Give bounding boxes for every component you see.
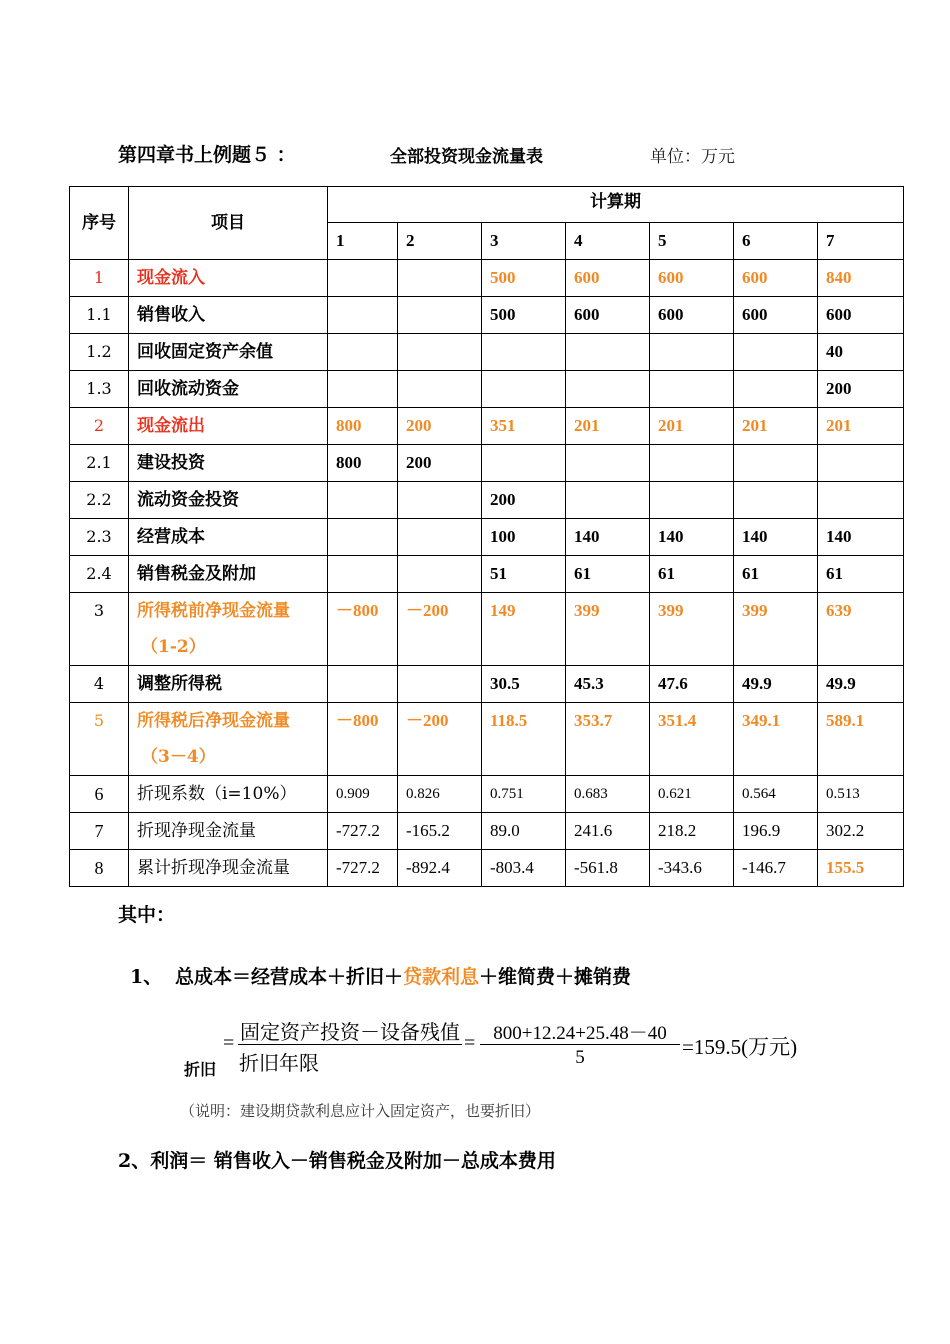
col-item-header: 项目 (129, 187, 328, 260)
note-1-part-a: 总成本＝经营成本＋折旧＋ (175, 966, 404, 988)
note-1-part-c: ＋维简费＋摊销费 (479, 966, 632, 988)
value-cell: -561.8 (566, 850, 650, 887)
value-cell (734, 371, 818, 408)
value-cell: 600 (734, 297, 818, 334)
value-cell (482, 445, 566, 482)
row-seq: 4 (70, 666, 129, 703)
value-cell: 600 (650, 297, 734, 334)
table-title: 全部投资现金流量表 (390, 147, 543, 167)
value-cell: 589.1 (818, 703, 904, 776)
table-row (70, 776, 904, 813)
row-item-label: 建设投资 (137, 453, 205, 473)
row-seq: 2 (70, 408, 129, 445)
value-cell: 201 (818, 408, 904, 445)
row-seq: 1.3 (70, 371, 129, 408)
value-cell: 600 (566, 297, 650, 334)
row-item-label: 折现系数（i=10%） (137, 784, 297, 804)
value-cell: 399 (734, 593, 818, 666)
value-cell: -343.6 (650, 850, 734, 887)
value-cell: 61 (818, 556, 904, 593)
value-cell: 155.5 (818, 850, 904, 887)
value-cell (398, 482, 482, 519)
value-cell: 49.9 (818, 666, 904, 703)
row-item (129, 371, 328, 408)
row-item (129, 666, 328, 703)
value-cell: 201 (566, 408, 650, 445)
explanation-note: （说明：建设期贷款利息应计入固定资产，也要折旧） (180, 1102, 541, 1120)
value-cell: 0.513 (818, 776, 904, 813)
value-cell: 800 (328, 408, 398, 445)
value-cell (398, 666, 482, 703)
row-item-label: 经营成本 (137, 527, 205, 547)
table-row (70, 556, 904, 593)
row-item (129, 850, 328, 887)
value-cell: 0.826 (398, 776, 482, 813)
value-cell: 353.7 (566, 703, 650, 776)
row-item-label: 回收固定资产余值 (137, 342, 273, 362)
value-cell: 351 (482, 408, 566, 445)
row-seq: 3 (70, 593, 129, 666)
row-item (129, 813, 328, 850)
table-row (70, 260, 904, 297)
fraction-1-line (238, 1044, 462, 1045)
row-seq: 2.1 (70, 445, 129, 482)
row-item (129, 260, 328, 297)
value-cell (398, 297, 482, 334)
table-row (70, 408, 904, 445)
value-cell (482, 371, 566, 408)
row-item-label: 现金流入 (137, 268, 205, 288)
value-cell (818, 445, 904, 482)
fraction-1-numerator: 固定资产投资－设备残值 (240, 1022, 460, 1044)
row-item-label: 销售收入 (137, 305, 205, 325)
value-cell: 200 (398, 445, 482, 482)
value-cell: 800 (328, 445, 398, 482)
value-cell (650, 334, 734, 371)
value-cell: 0.564 (734, 776, 818, 813)
table-row (70, 703, 904, 776)
value-cell: 500 (482, 297, 566, 334)
row-seq: 1 (70, 260, 129, 297)
among-label: 其中： (118, 904, 176, 926)
value-cell: 302.2 (818, 813, 904, 850)
header-row (70, 187, 904, 223)
row-seq: 1.2 (70, 334, 129, 371)
value-cell: 351.4 (650, 703, 734, 776)
value-cell: 600 (734, 260, 818, 297)
value-cell: 349.1 (734, 703, 818, 776)
note-2-formula: 2、利润＝ 销售收入－销售税金及附加－总成本费用 (118, 1150, 556, 1172)
value-cell (482, 334, 566, 371)
depreciation-label: 折旧 (184, 1060, 217, 1079)
row-item (129, 297, 328, 334)
row-seq: 2.3 (70, 519, 129, 556)
row-item-sublabel: （3－4） (141, 747, 216, 767)
value-cell (650, 445, 734, 482)
period-cell: 7 (818, 223, 904, 260)
table-row (70, 445, 904, 482)
row-item-label: 累计折现净现金流量 (137, 858, 290, 878)
period-cell: 2 (398, 223, 482, 260)
value-cell: 140 (566, 519, 650, 556)
value-cell (734, 482, 818, 519)
fraction-1-denominator: 折旧年限 (239, 1053, 319, 1075)
value-cell: －800 (328, 593, 398, 666)
value-cell: 47.6 (650, 666, 734, 703)
value-cell (398, 556, 482, 593)
table-row (70, 850, 904, 887)
table-row (70, 593, 904, 666)
row-item-label: 所得税后净现金流量 (137, 711, 290, 731)
row-seq: 6 (70, 776, 129, 813)
value-cell: 600 (650, 260, 734, 297)
value-cell: －800 (328, 703, 398, 776)
row-seq: 2.2 (70, 482, 129, 519)
value-cell: -165.2 (398, 813, 482, 850)
row-item-label: 销售税金及附加 (137, 564, 256, 584)
note-1-part-b: 贷款利息 (403, 966, 480, 988)
row-item-label: 现金流出 (137, 416, 205, 436)
value-cell (734, 334, 818, 371)
row-seq: 5 (70, 703, 129, 776)
value-cell: 399 (650, 593, 734, 666)
value-cell: 0.621 (650, 776, 734, 813)
value-cell (566, 334, 650, 371)
row-item-sublabel: （1-2） (141, 637, 206, 657)
table-row (70, 334, 904, 371)
value-cell (734, 445, 818, 482)
value-cell: -146.7 (734, 850, 818, 887)
value-cell: 89.0 (482, 813, 566, 850)
value-cell: －200 (398, 593, 482, 666)
value-cell (566, 482, 650, 519)
value-cell: 61 (566, 556, 650, 593)
row-seq: 8 (70, 850, 129, 887)
value-cell: 61 (650, 556, 734, 593)
period-cell: 6 (734, 223, 818, 260)
equals-2: = (464, 1032, 476, 1054)
value-cell: 200 (818, 371, 904, 408)
value-cell: 61 (734, 556, 818, 593)
table-row (70, 371, 904, 408)
value-cell: 201 (650, 408, 734, 445)
row-item-label: 回收流动资金 (137, 379, 239, 399)
value-cell: 140 (734, 519, 818, 556)
value-cell (650, 482, 734, 519)
value-cell: 196.9 (734, 813, 818, 850)
value-cell: 149 (482, 593, 566, 666)
row-item-label: 折现净现金流量 (137, 821, 256, 841)
value-cell (398, 371, 482, 408)
value-cell: －200 (398, 703, 482, 776)
value-cell: 500 (482, 260, 566, 297)
value-cell (328, 260, 398, 297)
table-row (70, 482, 904, 519)
row-item (129, 776, 328, 813)
value-cell: 218.2 (650, 813, 734, 850)
value-cell (328, 334, 398, 371)
fraction-2-line (480, 1044, 680, 1045)
value-cell (328, 556, 398, 593)
period-cell: 4 (566, 223, 650, 260)
value-cell (328, 666, 398, 703)
row-seq: 1.1 (70, 297, 129, 334)
value-cell: 140 (650, 519, 734, 556)
value-cell (328, 519, 398, 556)
value-cell: 639 (818, 593, 904, 666)
value-cell: -727.2 (328, 813, 398, 850)
value-cell: -803.4 (482, 850, 566, 887)
table-row (70, 666, 904, 703)
period-cell: 1 (328, 223, 398, 260)
value-cell: 0.683 (566, 776, 650, 813)
row-item (129, 445, 328, 482)
value-cell: 200 (482, 482, 566, 519)
value-cell (398, 334, 482, 371)
fraction-2-numerator: 800+12.24+25.48－40 (493, 1023, 667, 1044)
example-heading: 第四章书上例题５ ： (118, 144, 296, 166)
value-cell: -892.4 (398, 850, 482, 887)
value-cell (818, 482, 904, 519)
value-cell: 840 (818, 260, 904, 297)
value-cell: 201 (734, 408, 818, 445)
table-row (70, 813, 904, 850)
value-cell: 51 (482, 556, 566, 593)
value-cell: 118.5 (482, 703, 566, 776)
row-item (129, 408, 328, 445)
value-cell: 30.5 (482, 666, 566, 703)
row-seq: 7 (70, 813, 129, 850)
table-row (70, 519, 904, 556)
value-cell (398, 519, 482, 556)
value-cell: 100 (482, 519, 566, 556)
equals-1: = (223, 1032, 235, 1054)
value-cell: 600 (566, 260, 650, 297)
value-cell: 0.909 (328, 776, 398, 813)
row-item-label: 流动资金投资 (137, 490, 239, 510)
value-cell: 600 (818, 297, 904, 334)
value-cell (566, 445, 650, 482)
value-cell: 200 (398, 408, 482, 445)
row-item (129, 556, 328, 593)
col-period-header: 计算期 (328, 187, 904, 223)
row-seq: 2.4 (70, 556, 129, 593)
depreciation-result: =159.5(万元) (682, 1035, 798, 1059)
value-cell: 241.6 (566, 813, 650, 850)
value-cell (566, 371, 650, 408)
unit-label: 单位：万元 (650, 147, 735, 167)
value-cell: 45.3 (566, 666, 650, 703)
value-cell (328, 297, 398, 334)
value-cell: 49.9 (734, 666, 818, 703)
row-item-label: 所得税前净现金流量 (137, 601, 290, 621)
note-1-formula (175, 962, 631, 989)
period-cell: 3 (482, 223, 566, 260)
row-item (129, 703, 328, 776)
value-cell: 399 (566, 593, 650, 666)
table-row (70, 297, 904, 334)
value-cell (328, 482, 398, 519)
period-cell: 5 (650, 223, 734, 260)
value-cell: 140 (818, 519, 904, 556)
value-cell: 0.751 (482, 776, 566, 813)
row-item (129, 482, 328, 519)
row-item (129, 334, 328, 371)
cash-flow-table (69, 186, 904, 887)
value-cell: 40 (818, 334, 904, 371)
row-item-label: 调整所得税 (137, 674, 222, 694)
value-cell: -727.2 (328, 850, 398, 887)
fraction-2-denominator: 5 (575, 1047, 585, 1068)
value-cell (650, 371, 734, 408)
row-item (129, 519, 328, 556)
value-cell (398, 260, 482, 297)
value-cell (328, 371, 398, 408)
note-1-number: 1、 (130, 966, 163, 988)
row-item (129, 593, 328, 666)
col-seq-header: 序号 (70, 187, 129, 260)
